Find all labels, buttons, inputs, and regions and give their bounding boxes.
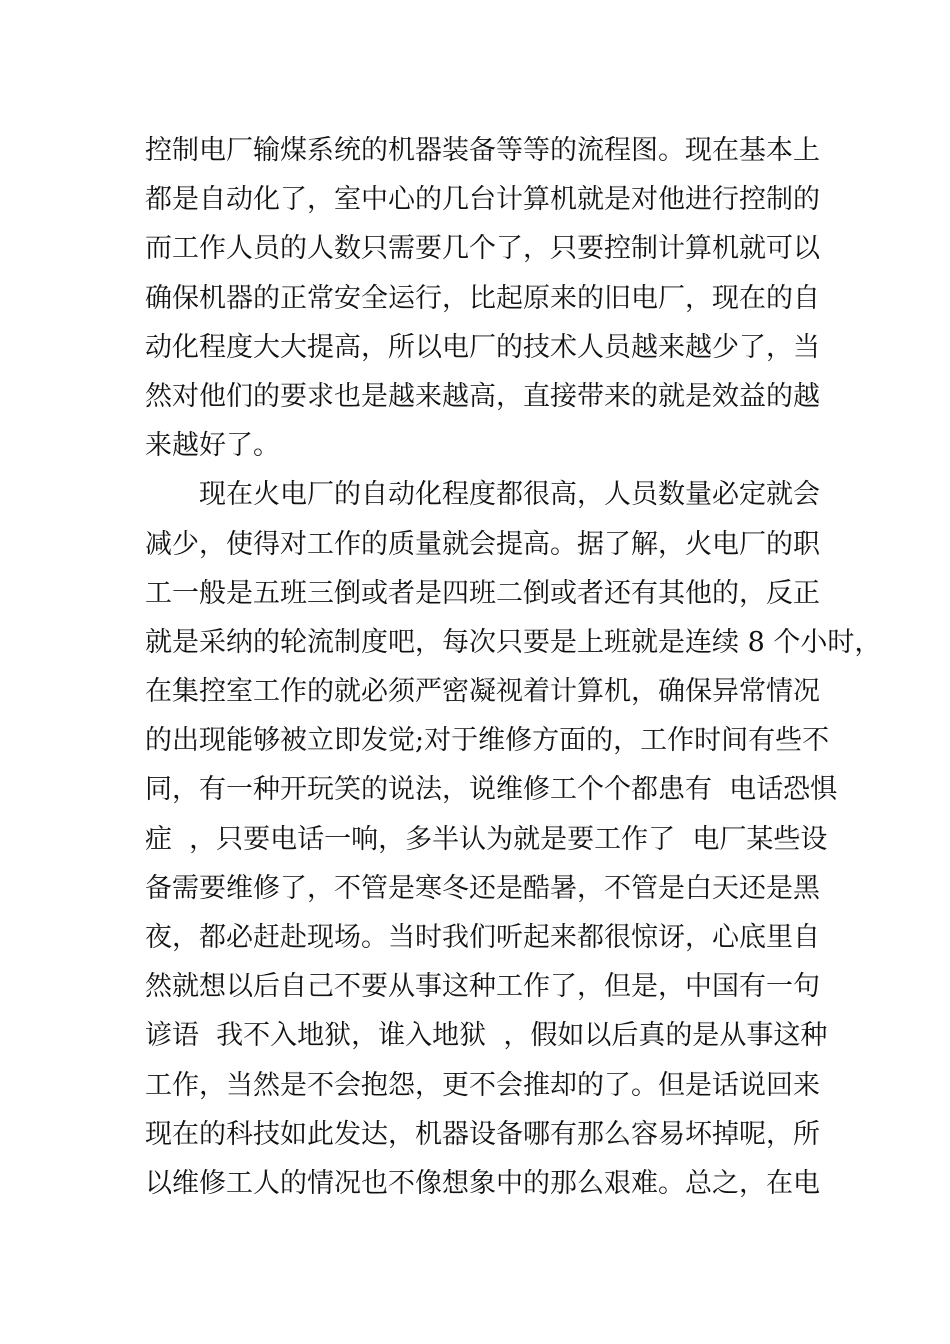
text-line: 现在的科技如此发达，机器设备哪有那么容易坏掉呢，所: [145, 1118, 820, 1150]
text-line: 就是采纳的轮流制度吧，每次只要是上班就是连续 8 个小时，: [145, 626, 882, 658]
text-line: 确保机器的正常安全运行，比起原来的旧电厂，现在的自: [145, 282, 820, 314]
text-line: 工一般是五班三倒或者是四班二倒或者还有其他的，反正: [145, 577, 820, 609]
text-line: 备需要维修了，不管是寒冬还是酷暑，不管是白天还是黑: [145, 872, 820, 904]
text-line: 在集控室工作的就必须严密凝视着计算机，确保异常情况: [145, 676, 820, 708]
text-line: 同，有一种开玩笑的说法，说维修工个个都患有 电话恐惧: [145, 774, 838, 806]
text-line: 然就想以后自己不要从事这种工作了，但是，中国有一句: [145, 971, 820, 1003]
text-line: 控制电厂输煤系统的机器装备等等的流程图。现在基本上: [145, 135, 820, 166]
text-line: 动化程度大大提高，所以电厂的技术人员越来越少了，当: [145, 331, 820, 363]
text-line: 来越好了。: [145, 430, 280, 462]
text-line: 现在火电厂的自动化程度都很高，人员数量必定就会: [145, 479, 820, 511]
text-line: 减少，使得对工作的质量就会提高。据了解，火电厂的职: [145, 528, 820, 560]
text-line: 夜，都必赶赴现场。当时我们听起来都很惊讶，心底里自: [145, 922, 820, 953]
text-line: 都是自动化了，室中心的几台计算机就是对他进行控制的: [145, 184, 820, 216]
text-line: 工作，当然是不会抱怨，更不会推却的了。但是话说回来: [145, 1069, 820, 1101]
text-line: 然对他们的要求也是越来越高，直接带来的就是效益的越: [145, 380, 820, 412]
text-line: 症 ，只要电话一响，多半认为就是要工作了 电厂某些设: [145, 823, 828, 855]
body-text: [145, 126, 882, 1208]
text-line: 以维修工人的情况也不像想象中的那么艰难。总之，在电: [145, 1167, 820, 1199]
text-line: 的出现能够被立即发觉;对于维修方面的，工作时间有些不: [145, 725, 830, 757]
text-line: 谚语 我不入地狱，谁入地狱 ，假如以后真的是从事这种: [145, 1020, 828, 1052]
text-line: 而工作人员的人数只需要几个了，只要控制计算机就可以: [145, 233, 820, 265]
